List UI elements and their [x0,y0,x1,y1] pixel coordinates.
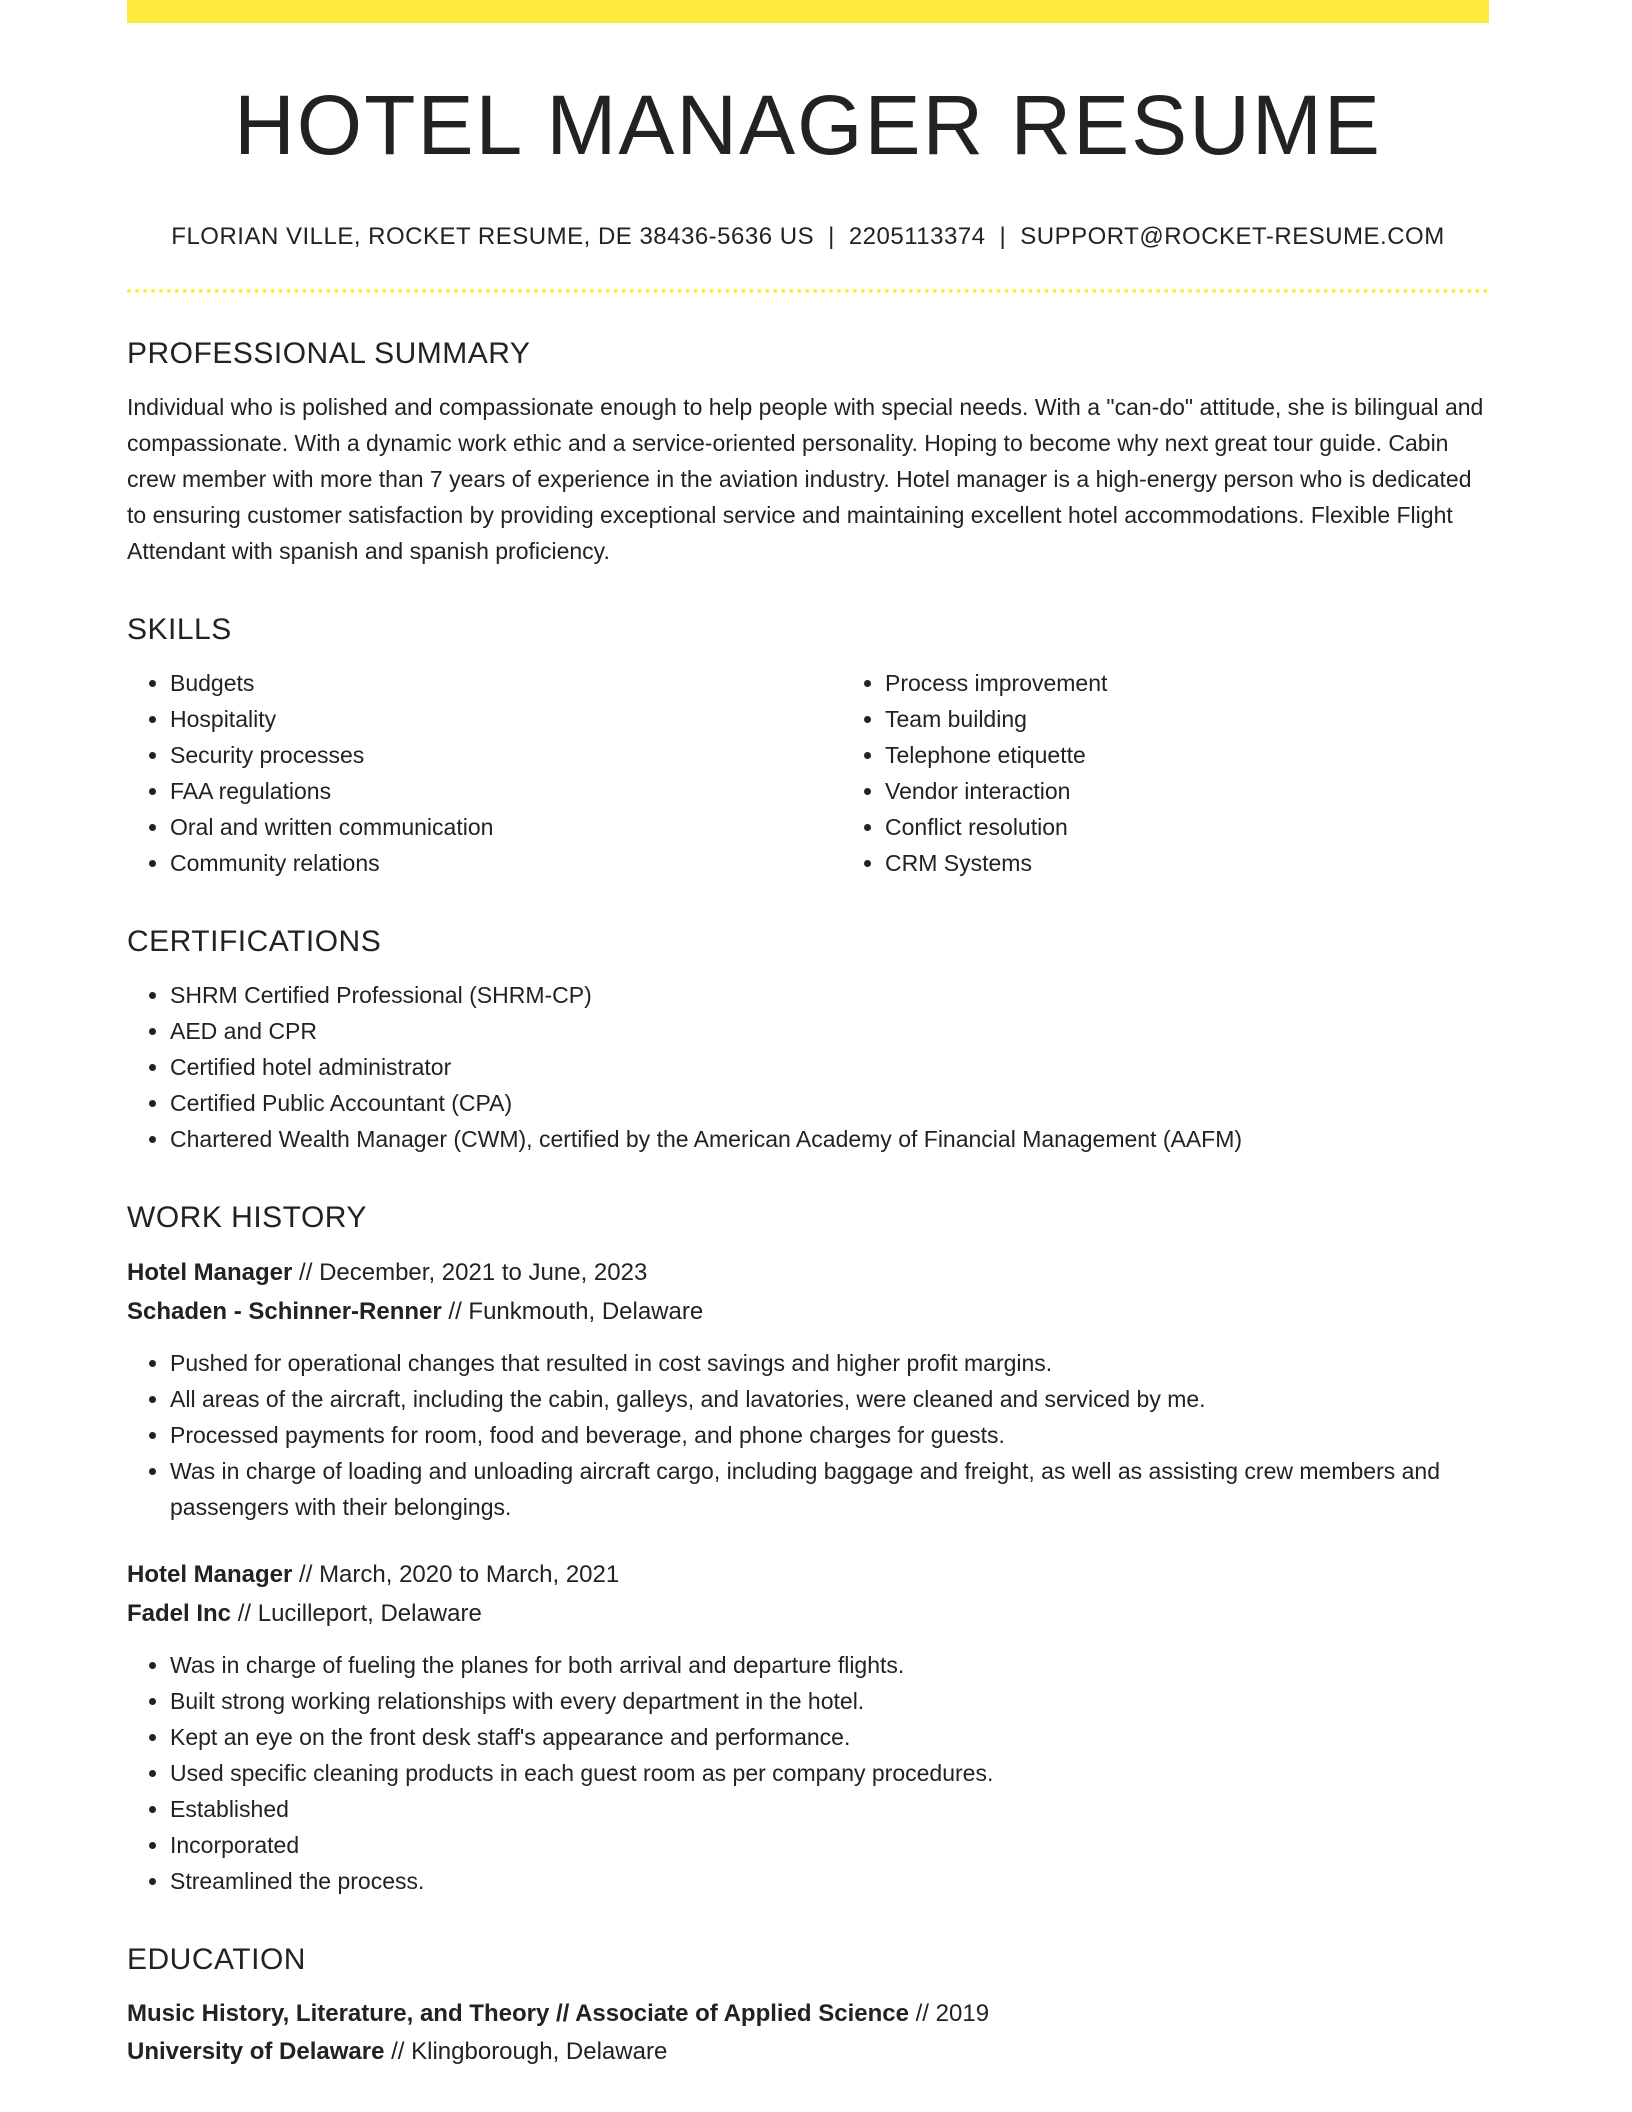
job-company-line [127,1594,1489,1633]
skill-item: • FAA regulations [170,773,842,809]
job-dates: December, 2021 to June, 2023 [319,1259,648,1286]
job-title: Hotel Manager [127,1259,293,1286]
dotted-divider [127,289,1489,293]
skills-list-right [842,665,1489,881]
delimiter: // [391,2038,405,2065]
education-school: University of Delaware [127,2038,385,2065]
job-entry [127,1555,1489,1899]
job-bullets [127,1647,1489,1899]
resume-page [127,0,1489,2071]
job-bullet: • All areas of the aircraft, including the cabin, galleys, and lavatories, were cleaned and serviced by me. [170,1381,1489,1417]
skill-item: • CRM Systems [885,845,1489,881]
job-company: Fadel Inc [127,1600,232,1627]
job-bullet: • Streamlined the process. [170,1863,1489,1899]
skill-item: • Telephone etiquette [885,737,1489,773]
certification-item: • Certified Public Accountant (CPA) [170,1085,1489,1121]
education-heading: EDUCATION [127,1943,306,1976]
skill-item: • Oral and written communication [170,809,842,845]
delimiter: // [299,1259,313,1286]
education-degree-line [127,1995,1489,2033]
summary-heading: PROFESSIONAL SUMMARY [127,337,531,370]
job-entry [127,1253,1489,1525]
delimiter: // [237,1600,252,1627]
delimiter: // [915,2000,929,2027]
skills-list-left [127,665,842,881]
job-location: Funkmouth, Delaware [468,1298,704,1325]
education-location: Klingborough, Delaware [411,2038,668,2065]
job-bullet: • Incorporated [170,1827,1489,1863]
certification-item: • SHRM Certified Professional (SHRM-CP) [170,977,1489,1013]
certifications-list [127,977,1489,1157]
job-title-line [127,1253,1489,1292]
job-bullets [127,1345,1489,1525]
job-bullet: • Was in charge of fueling the planes for both arrival and departure flights. [170,1647,1489,1683]
education-degree: Music History, Literature, and Theory // Associate of Applied Science [127,2000,909,2027]
certifications-section [127,925,1489,1157]
job-title: Hotel Manager [127,1561,293,1588]
skill-item: • Team building [885,701,1489,737]
work-history-section [127,1201,1489,1899]
skills-section [127,613,1489,881]
page-title: HOTEL MANAGER RESUME [234,78,1382,172]
skill-item: • Hospitality [170,701,842,737]
contact-address: FLORIAN VILLE, ROCKET RESUME, DE 38436-5636 US [171,223,815,250]
education-section [127,1943,1489,2071]
job-bullet: • Processed payments for room, food and beverage, and phone charges for guests. [170,1417,1489,1453]
delimiter: // [299,1561,313,1588]
skill-item: • Community relations [170,845,842,881]
job-title-line [127,1555,1489,1594]
contact-phone[interactable]: 2205113374 [848,223,986,250]
accent-top-bar [127,0,1489,23]
skill-item: • Conflict resolution [885,809,1489,845]
job-bullet: • Used specific cleaning products in each guest room as per company procedures. [170,1755,1489,1791]
certification-item: • AED and CPR [170,1013,1489,1049]
contact-separator: | [828,223,835,250]
education-school-line [127,2033,1489,2071]
skill-item: • Security processes [170,737,842,773]
job-bullet: • Established [170,1791,1489,1827]
job-company: Schaden - Schinner-Renner [127,1298,442,1325]
summary-section [127,337,1489,569]
job-bullet: • Pushed for operational changes that resulted in cost savings and higher profit margins. [170,1345,1489,1381]
contact-separator: | [999,223,1007,250]
certifications-heading: CERTIFICATIONS [127,925,382,958]
work-history-heading: WORK HISTORY [127,1201,367,1234]
contact-email[interactable]: SUPPORT@ROCKET-RESUME.COM [1020,223,1445,250]
skills-heading: SKILLS [127,613,232,646]
contact-line [127,223,1489,251]
job-dates: March, 2020 to March, 2021 [319,1561,620,1588]
skill-item: • Vendor interaction [885,773,1489,809]
job-company-line [127,1292,1489,1331]
job-bullet: • Kept an eye on the front desk staff's appearance and performance. [170,1719,1489,1755]
job-bullet: • Was in charge of loading and unloading aircraft cargo, including baggage and freight, as well as assisting crew members and passengers with their belongings. [170,1453,1489,1525]
skills-grid [127,665,1489,881]
skill-item: • Budgets [170,665,842,701]
summary-text: Individual who is polished and compassionate enough to help people with special needs. With a "can-do" attitude, she is bilingual and compassionate. With a dynamic work ethic and a service-oriented personality. Hoping to become why next great tour guide. Cabin crew member with more than 7 years of experience in the aviation industry. Hotel manager is a high-energy person who is dedicated to ensuring customer satisfaction by providing exceptional service and maintaining excellent hotel accommodations. Flexible Flight Attendant with spanish and spanish proficiency. [127,394,1484,564]
job-location: Lucilleport, Delaware [257,1600,482,1627]
education-year: 2019 [935,2000,990,2027]
delimiter: // [448,1298,462,1325]
job-bullet: • Built strong working relationships with every department in the hotel. [170,1683,1489,1719]
certification-item: • Chartered Wealth Manager (CWM), certified by the American Academy of Financial Management (AAFM) [170,1121,1489,1157]
certification-item: • Certified hotel administrator [170,1049,1489,1085]
skill-item: • Process improvement [885,665,1489,701]
